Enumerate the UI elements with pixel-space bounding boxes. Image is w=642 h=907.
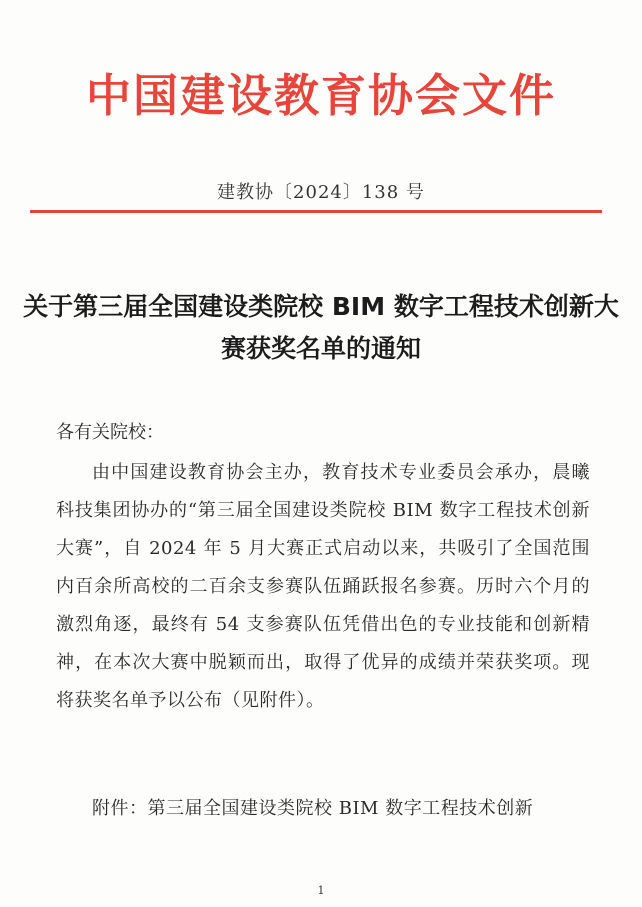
attachment-line: 附件：第三届全国建设类院校 BIM 数字工程技术创新 [92,798,534,819]
salutation: 各有关院校： [56,422,164,443]
red-divider-rule [30,210,602,213]
letterhead: 中国建设教育协会文件 [85,69,556,122]
document-number: 建教协〔2024〕138 号 [217,182,425,203]
document-title: 关于第三届全国建设类院校 BIM 数字工程技术创新大赛获奖名单的通知 [23,292,619,363]
body-paragraph: 由中国建设教育协会主办，教育技术专业委员会承办，晨曦科技集团协办的“第三届全国建设类院校 BIM 数字工程技术创新大赛”，自 2024 年 5 月大赛正式启动以来，共吸引了全国范围内百余所高校的二百余支参赛队伍踊跃报名参赛。历时六个月的激烈角逐，最终有 54 支参赛队伍凭借出色的专业技能和创新精神，在本次大赛中脱颖而出，取得了优异的成绩并荣获奖项。现将获奖名单予以公布（见附件）。 [56,462,590,711]
page-number: 1 [317,884,325,897]
